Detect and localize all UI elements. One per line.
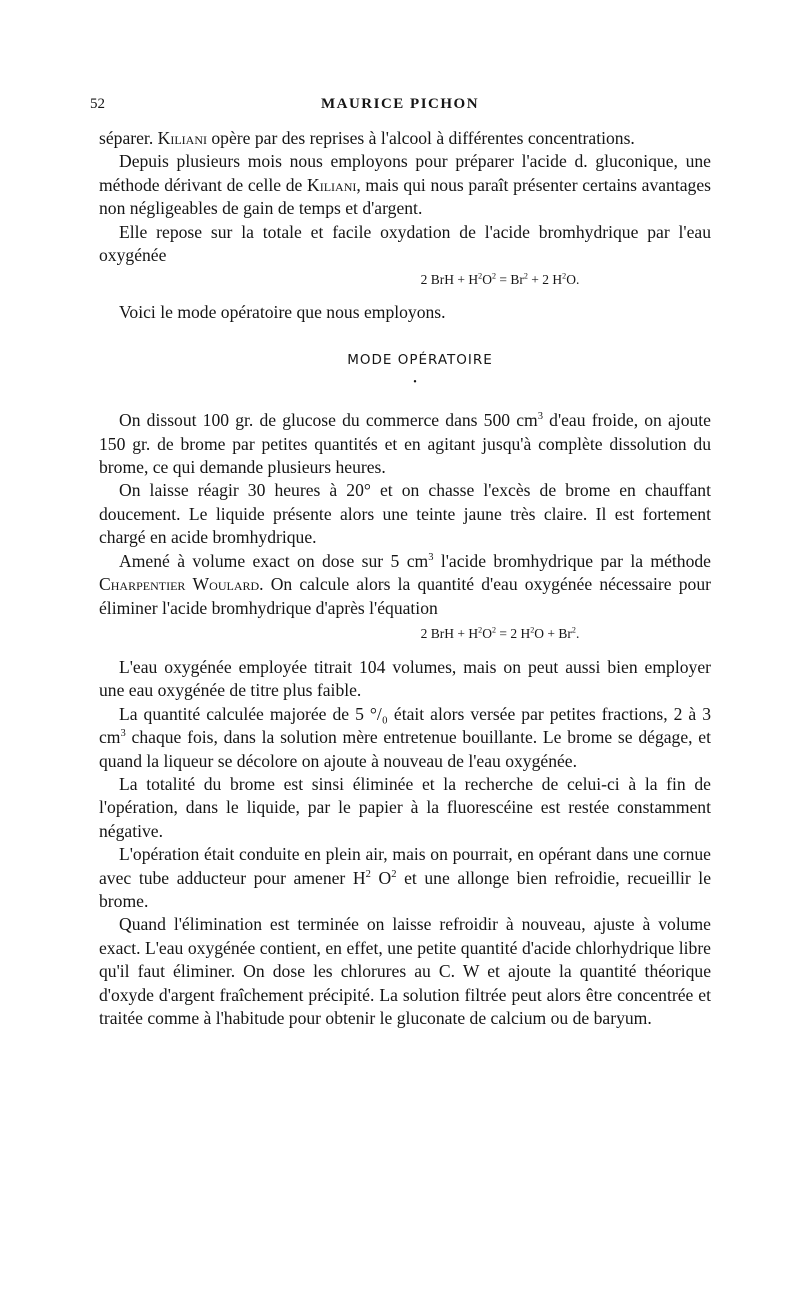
paragraph-6: On laisse réagir 30 heures à 20° et on chasse l'excès de brome en chauffant doucement. Le liquide présente alors une teinte jaune très claire. Il est fortement chargé en acide bromhydrique. [99, 480, 711, 548]
equation-part: = Br [496, 272, 524, 288]
equation-superscript: 2 [478, 625, 483, 635]
paragraph-7 [99, 550, 711, 620]
superscript: 3 [537, 411, 543, 423]
equation-2 [99, 624, 711, 644]
equation-superscript: 2 [530, 625, 535, 635]
author-name-kiliani: Kiliani [157, 128, 207, 148]
paragraph-4: Voici le mode opératoire que nous employons. [119, 302, 446, 323]
running-head: MAURICE PICHON [320, 96, 480, 112]
equation-part: 2 BrH + H [420, 625, 479, 641]
superscript: 3 [120, 728, 126, 740]
paragraph-text: séparer. [99, 128, 158, 148]
equation-superscript: 2 [491, 625, 496, 635]
paragraph-12: Quand l'élimination est terminée on laisse refroidir à nouveau, ajuste à volume exact. L'eau oxygénée contient, en effet, une petite quantité d'acide chlorhydrique libre qu'il faut éliminer. On dose les chlorures au C. W et ajoute la quantité théorique d'oxyde d'argent fraîchement précipité. La solution filtrée peut alors être concentrée et traitée comme à l'habitude pour obtenir le gluconate de calcium ou de baryum. [99, 914, 711, 1028]
equation-superscript: 2 [491, 271, 496, 281]
equation-part: O [482, 272, 492, 288]
ornament-bullet-icon: • [413, 377, 417, 389]
body-text [99, 127, 711, 1030]
equation-part: O + Br [534, 625, 572, 641]
equation-part: 2 BrH + H [420, 272, 479, 288]
page-number: 52 [90, 96, 105, 112]
paragraph-text: La quantité calculée majorée de 5 °/₀ était alors versée par petites fractions, 2 à 3 cm [99, 703, 711, 748]
equation-superscript: 2 [562, 271, 567, 281]
equation-superscript: 2 [523, 271, 528, 281]
author-name-woulard: Woulard [192, 574, 260, 595]
paragraph-5 [99, 409, 711, 479]
paragraph-1 [99, 127, 711, 150]
equation-superscript: 2 [571, 625, 576, 635]
superscript: 2 [365, 868, 371, 880]
paragraph-8: L'eau oxygénée employée titrait 104 volumes, mais on peut aussi bien employer une eau oxygénée de titre plus faible. [99, 656, 711, 701]
superscript: 3 [428, 551, 434, 563]
paragraph-text: d'eau froide, on ajoute 150 gr. de brome par petites quantités et en agitant jusqu'à complète dissolution du brome, ce qui demande plusieurs heures. [99, 410, 711, 478]
equation-part: O. [566, 272, 580, 288]
paragraph-11 [99, 843, 711, 913]
paragraph-text: On dissout 100 gr. de glucose du commerce dans 500 cm [119, 410, 538, 431]
equation-part: O [482, 625, 492, 641]
paragraph-3: Elle repose sur la totale et facile oxydation de l'acide bromhydrique par l'eau oxygénée [99, 221, 711, 266]
paragraph-10: La totalité du brome est sinsi éliminée et la recherche de celui-ci à la fin de l'opération, dans le liquide, par le papier à la fluorescéine est restée constamment négative. [99, 773, 711, 841]
equation-part: = 2 H [496, 625, 531, 641]
section-title: MODE OPÉRATOIRE [347, 351, 493, 368]
equation-part: + 2 H [527, 272, 563, 288]
paragraph-2 [99, 150, 711, 220]
paragraph-text: l'acide bromhydrique par la méthode [433, 550, 711, 571]
equation-part: . [575, 625, 580, 641]
equation-1 [99, 270, 711, 290]
paragraph-text: O [370, 867, 392, 888]
paragraph-text: opère par des reprises à l'alcool à différentes concentrations. [206, 128, 635, 148]
page-header [90, 96, 710, 118]
paragraph-text: Depuis plusieurs mois nous employons pour préparer l'acide d. gluconique, une méthode dérivant de celle de [99, 151, 711, 195]
paragraph-text: . On calcule alors la quantité d'eau oxygénée nécessaire pour éliminer l'acide bromhydrique d'après l'équation [99, 574, 711, 618]
superscript: 2 [391, 868, 397, 880]
paragraph-text: , mais qui nous paraît présenter certains avantages non négligeables de gain de temps et d'argent. [99, 174, 711, 219]
paragraph-text: Amené à volume exact on dose sur 5 cm [119, 550, 429, 571]
paragraph-text: L'opération était conduite en plein air, mais on pourrait, en opérant dans une cornue avec tube adducteur pour amener H [99, 844, 711, 888]
paragraph-text: et une allonge bien refroidie, recueillir le brome. [99, 867, 712, 911]
paragraph-text: chaque fois, dans la solution mère entretenue bouillante. Le brome se dégage, et quand la liqueur se décolore on ajoute à nouveau de l'eau oxygénée. [99, 727, 711, 771]
author-name-charpentier: Charpentier [99, 574, 186, 595]
author-name-kiliani: Kiliani [307, 174, 357, 195]
paragraph-9 [99, 703, 711, 773]
equation-superscript: 2 [478, 271, 483, 281]
